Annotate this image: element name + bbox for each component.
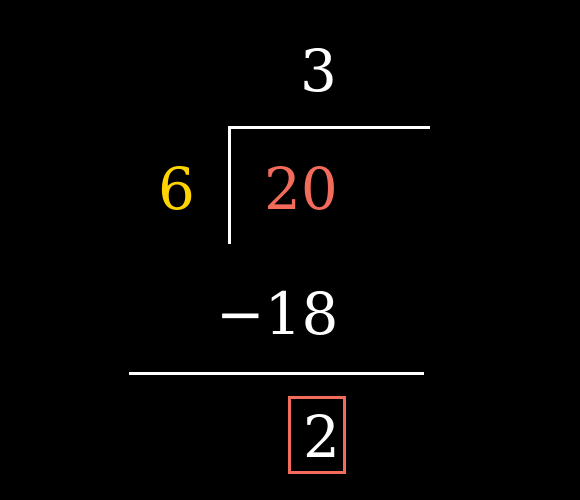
division-bracket-top	[228, 126, 430, 129]
divisor: 6	[158, 155, 195, 223]
subtraction-line	[129, 372, 424, 375]
division-bracket-left	[228, 126, 231, 244]
dividend: 20	[264, 155, 338, 223]
quotient: 3	[300, 37, 337, 105]
remainder: 2	[303, 403, 340, 471]
subtrahend: −18	[216, 280, 339, 348]
